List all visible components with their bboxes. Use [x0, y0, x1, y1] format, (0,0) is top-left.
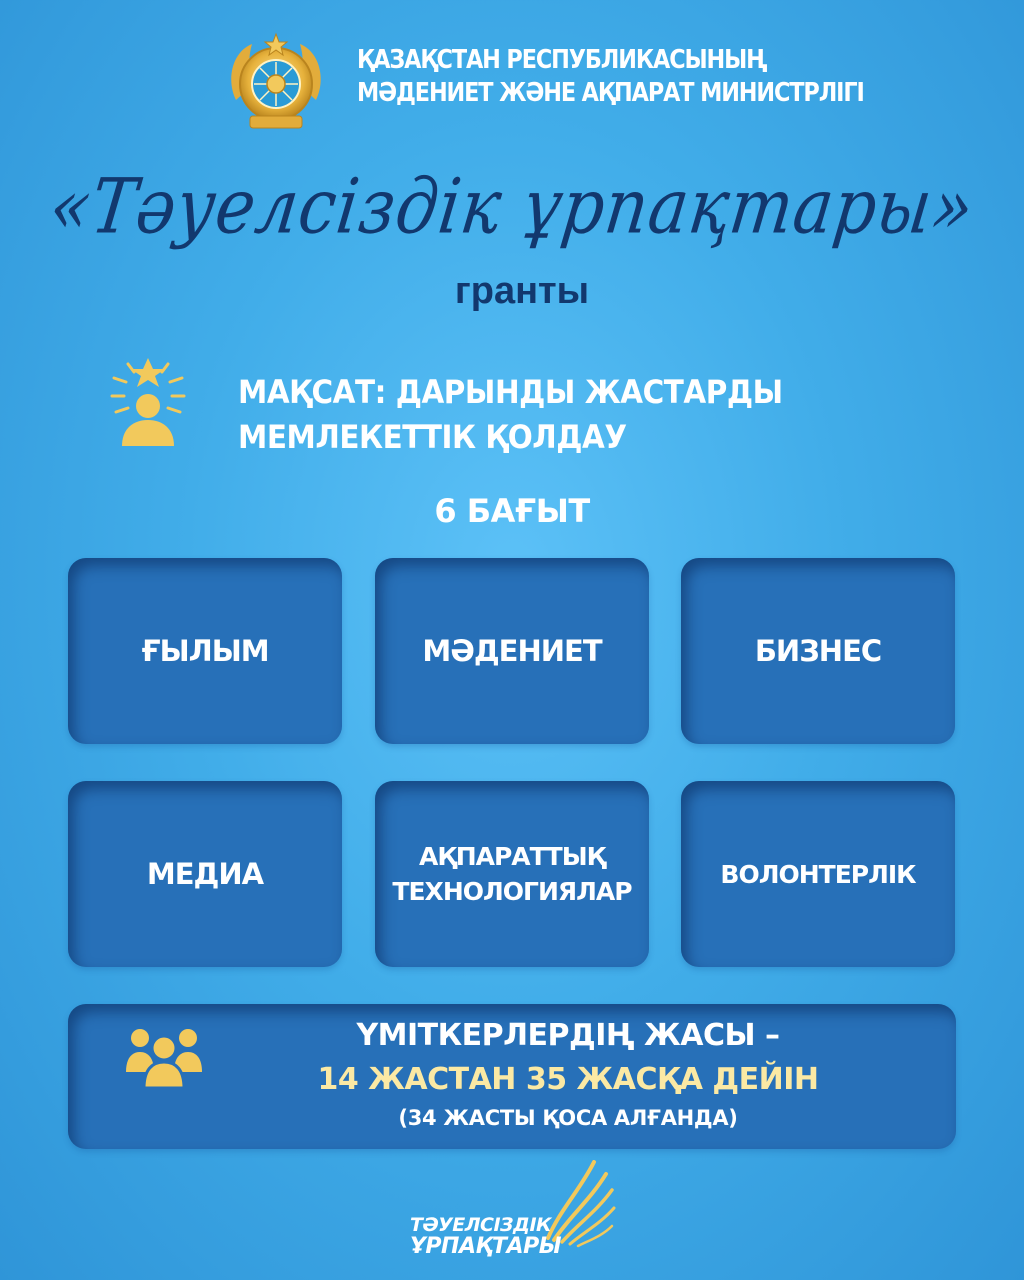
ministry-name [357, 44, 864, 110]
age-heading: ҮМІТКЕРЛЕРДІҢ ЖАСЫ – [356, 1018, 780, 1053]
goal-line1: МАҚСАТ: ДАРЫНДЫ ЖАСТАРДЫ [238, 373, 783, 411]
goal-line2: МЕМЛЕКЕТТІК ҚОЛДАУ [238, 418, 627, 456]
direction-tile-culture [375, 558, 649, 744]
direction-label: МЕДИА [146, 857, 264, 891]
state-emblem-icon [222, 30, 330, 138]
grant-subtitle: гранты [454, 270, 590, 312]
ministry-line2: МӘДЕНИЕТ ЖӘНЕ АҚПАРАТ МИНИСТРЛІГІ [357, 78, 864, 108]
direction-label: ҒЫЛЫМ [141, 634, 269, 668]
direction-tile-it [375, 781, 649, 967]
direction-tile-business [681, 558, 955, 744]
direction-label-line2: ТЕХНОЛОГИЯЛАР [392, 877, 632, 906]
logo-text-line1: ТӘУЕЛСІЗДІК [410, 1214, 552, 1236]
age-range: 14 ЖАСТАН 35 ЖАСҚА ДЕЙІН [317, 1062, 819, 1097]
direction-tile-media [68, 781, 342, 967]
goal-text [238, 370, 783, 460]
direction-tile-science [68, 558, 342, 744]
logo-text-line2: ҰРПАҚТАРЫ [410, 1234, 561, 1259]
age-note: (34 ЖАСТЫ ҚОСА АЛҒАНДА) [398, 1106, 738, 1130]
direction-label [392, 839, 631, 909]
direction-tile-volunteering [681, 781, 955, 967]
talented-person-star-icon [108, 356, 188, 448]
direction-label-line1: АҚПАРАТТЫҚ [418, 842, 606, 871]
grant-title: «Тәуелсіздік ұрпақтары» [44, 162, 980, 251]
ministry-line1: ҚАЗАҚСТАН РЕСПУБЛИКАСЫНЫҢ [357, 45, 767, 75]
direction-label: МӘДЕНИЕТ [422, 634, 602, 668]
direction-label: БИЗНЕС [754, 634, 882, 668]
direction-label: ВОЛОНТЕРЛІК [720, 859, 916, 889]
directions-count: 6 БАҒЫТ [434, 492, 590, 530]
